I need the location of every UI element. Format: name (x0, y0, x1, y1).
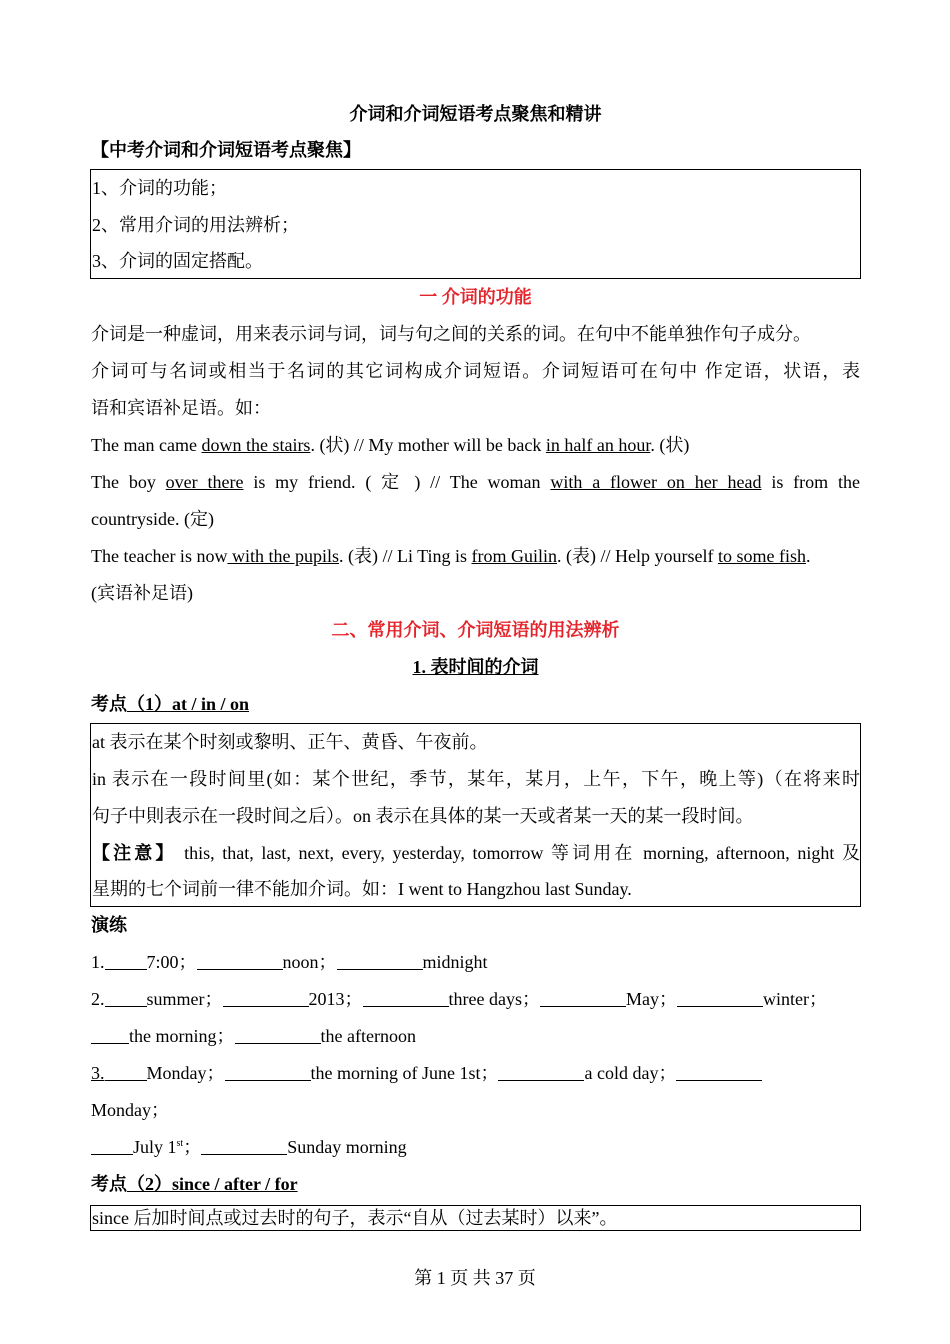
overview-box (90, 169, 861, 279)
answer-blank[interactable] (105, 986, 147, 1007)
point2-heading: 考点（2）since / after / for (91, 1174, 298, 1194)
answer-blank[interactable] (91, 1134, 133, 1155)
answer-blank[interactable] (201, 1134, 287, 1155)
point1-heading: 考点（1）at / in / on (91, 694, 250, 714)
answer-blank[interactable] (91, 1023, 129, 1044)
answer-blank[interactable] (363, 986, 449, 1007)
overview-item: 1、介词的功能； (92, 178, 227, 198)
document-title: 介词和介词短语考点聚焦和精讲 (349, 104, 602, 124)
point1-box-line: 星期的七个词前一律不能加介词。如：I went to Hangzhou last Sunday. (92, 879, 632, 899)
answer-blank[interactable] (105, 949, 147, 970)
answer-blank[interactable] (225, 1060, 311, 1081)
exercise-1: 1. 7:00； noon； midnight (91, 944, 860, 981)
example-sentence-1: The man came down the stairs. (状) // My mother will be back in half an hour. (状) (91, 435, 690, 455)
section1-heading: 一 介词的功能 (419, 287, 532, 307)
page-footer: 第 1 页 共 37 页 (414, 1268, 536, 1288)
section1-paragraph-line: 介词是一种虚词，用来表示词与词，词与句之间的关系的词。在句中不能单独作句子成分。 (91, 324, 811, 344)
practice-label: 演练 (91, 915, 127, 935)
document-page (91, 96, 860, 1231)
exercise-2-cont: the morning； the afternoon (91, 1018, 860, 1055)
point1-box-line: at 表示在某个时刻或黎明、正午、黄昏、午夜前。 (92, 732, 488, 752)
point1-box-line: 句子中則表示在一段时间之后）。on 表示在具体的某一天或者某一天的某一段时间。 (92, 806, 754, 826)
answer-blank[interactable] (337, 949, 423, 970)
section1-paragraph-line: 介词可与名词或相当于名词的其它词构成介词短语。介词短语可在句中 作定语，状语，表 (91, 361, 860, 381)
answer-blank[interactable] (676, 1060, 762, 1081)
answer-blank[interactable] (235, 1023, 321, 1044)
answer-blank[interactable] (223, 986, 309, 1007)
example-sentence-2: The boy over there is my friend. ( 定 ) // The woman with a flower on her head is from the (91, 472, 861, 492)
exercise-3: 3. Monday； the morning of June 1st； a cold day； (91, 1055, 860, 1092)
answer-blank[interactable] (105, 1060, 147, 1081)
point1-box-note: 【注意】 this, that, last, next, every, yesterday, tomorrow 等词用在 morning, afternoon, night 及 (92, 843, 861, 863)
overview-item: 2、常用介词的用法辨析； (92, 215, 299, 235)
section1-paragraph-line: 语和宾语补足语。如： (91, 398, 271, 418)
section2-heading: 二、常用介词、介词短语的用法辨析 (331, 620, 620, 640)
answer-blank[interactable] (197, 949, 283, 970)
example-sentence-3: The teacher is now with the pupils. (表) // Li Ting is from Guilin. (表) // Help yourself to some fish. (91, 546, 811, 566)
exercise-3-cont: Monday； (91, 1100, 169, 1120)
answer-blank[interactable] (677, 986, 763, 1007)
example-sentence-3-cont: (宾语补足语) (91, 583, 193, 603)
point2-box (90, 1205, 861, 1231)
exercise-2: 2. summer； 2013； three days； May； winter； (91, 981, 860, 1018)
exercise-3-cont2: July 1st； Sunday morning (91, 1129, 860, 1166)
point2-box-line: since 后加时间点或过去时的句子，表示“自从（过去某时）以来”。 (92, 1208, 618, 1228)
overview-heading: 【中考介词和介词短语考点聚焦】 (91, 140, 361, 160)
section2-subheading: 1. 表时间的介词 (412, 657, 539, 677)
example-sentence-2-cont: countryside. (定) (91, 509, 214, 529)
point1-box-line: in 表示在一段时间里(如：某个世纪，季节，某年，某月，上午，下午，晚上等)（在将来时 (92, 769, 860, 789)
answer-blank[interactable] (540, 986, 626, 1007)
answer-blank[interactable] (498, 1060, 584, 1081)
point1-box (90, 723, 861, 907)
overview-item: 3、介词的固定搭配。 (92, 251, 263, 271)
